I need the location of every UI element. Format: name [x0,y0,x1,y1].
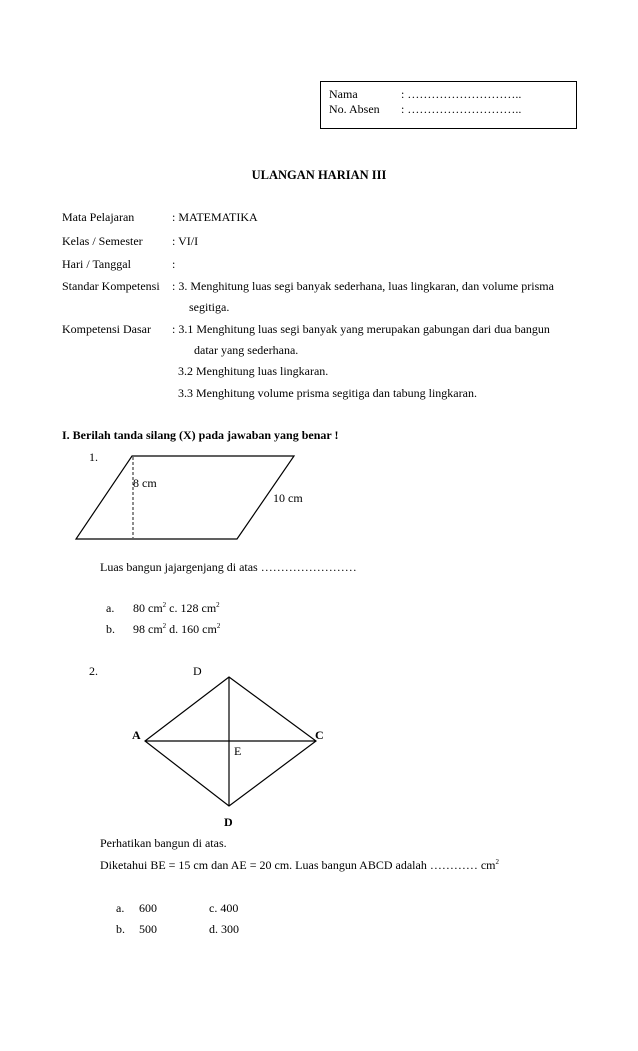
absen-label: No. Absen [329,102,380,116]
q1-height-label: 8 cm [133,476,157,490]
q2-vertex-bottom: D [224,815,233,829]
q1-option-d-value: d. 160 cm [166,622,217,636]
section-heading: I. Berilah tanda silang (X) pada jawaban yang benar ! [62,428,339,442]
q1-option-b-sup: 2 [162,622,167,630]
q1-option-c-sup: 2 [216,601,220,609]
q1-option-d-sup: 2 [216,622,221,630]
info-value-date: : [172,257,176,271]
q1-option-a-letter: a. [106,601,115,615]
q2-option-a-value[interactable]: 600 [139,901,157,915]
q2-prompt-2: Diketahui BE = 15 cm dan AE = 20 cm. Luas bangun ABCD adalah ………… cm [100,858,496,872]
q1-option-b-value: 98 cm [133,622,163,636]
page-title: ULANGAN HARIAN III [251,168,387,182]
info-label-date: Hari / Tanggal [62,257,131,271]
info-value-competency-2: 3.2 Menghitung luas lingkaran. [178,364,329,378]
q1-option-b-letter: b. [106,622,115,636]
name-field[interactable]: : ……………………….. [401,87,522,101]
info-label-competency: Kompetensi Dasar [62,322,151,336]
q1-number: 1. [89,450,98,464]
info-value-subject: : MATEMATIKA [172,210,258,224]
info-value-competency: : 3.1 Menghitung luas segi banyak yang merupakan gabungan dari dua bangun [172,322,550,336]
q2-option-a-letter: a. [116,901,125,915]
q2-prompt-2-row [100,858,499,873]
info-label-class: Kelas / Semester [62,234,143,248]
q2-option-b-letter: b. [116,922,125,936]
name-label: Nama [329,87,358,101]
info-value-standard: : 3. Menghitung luas segi banyak sederhana, luas lingkaran, dan volume prisma [172,279,554,293]
info-label-subject: Mata Pelajaran [62,210,135,224]
info-value-competency-3: 3.3 Menghitung volume prisma segitiga dan tabung lingkaran. [178,386,477,400]
absen-field[interactable]: : ……………………….. [401,102,522,116]
info-value-competency-cont: datar yang sederhana. [194,343,299,357]
q2-option-c-value[interactable]: c. 400 [209,901,239,915]
q2-prompt-1: Perhatikan bangun di atas. [100,836,227,850]
q2-vertex-left: A [132,728,141,742]
q2-number: 2. [89,664,98,678]
q2-option-d-value[interactable]: d. 300 [209,922,239,936]
q2-vertex-top: D [193,664,202,678]
q2-prompt-2-sup: 2 [495,858,499,866]
q2-vertex-center: E [234,744,242,758]
q1-side-label: 10 cm [273,491,303,505]
q1-option-a-value: 80 cm [133,601,163,615]
q2-vertex-right: C [315,728,324,742]
info-value-class: : VI/I [172,234,199,248]
q2-option-b-value[interactable]: 500 [139,922,157,936]
q1-option-a-sup: 2 [162,601,167,609]
q1-prompt: Luas bangun jajargenjang di atas …………………… [100,560,357,574]
info-value-standard-cont: segitiga. [189,300,230,314]
info-label-standard: Standar Kompetensi [62,279,160,293]
q1-option-c-value: c. 128 cm [166,601,217,615]
